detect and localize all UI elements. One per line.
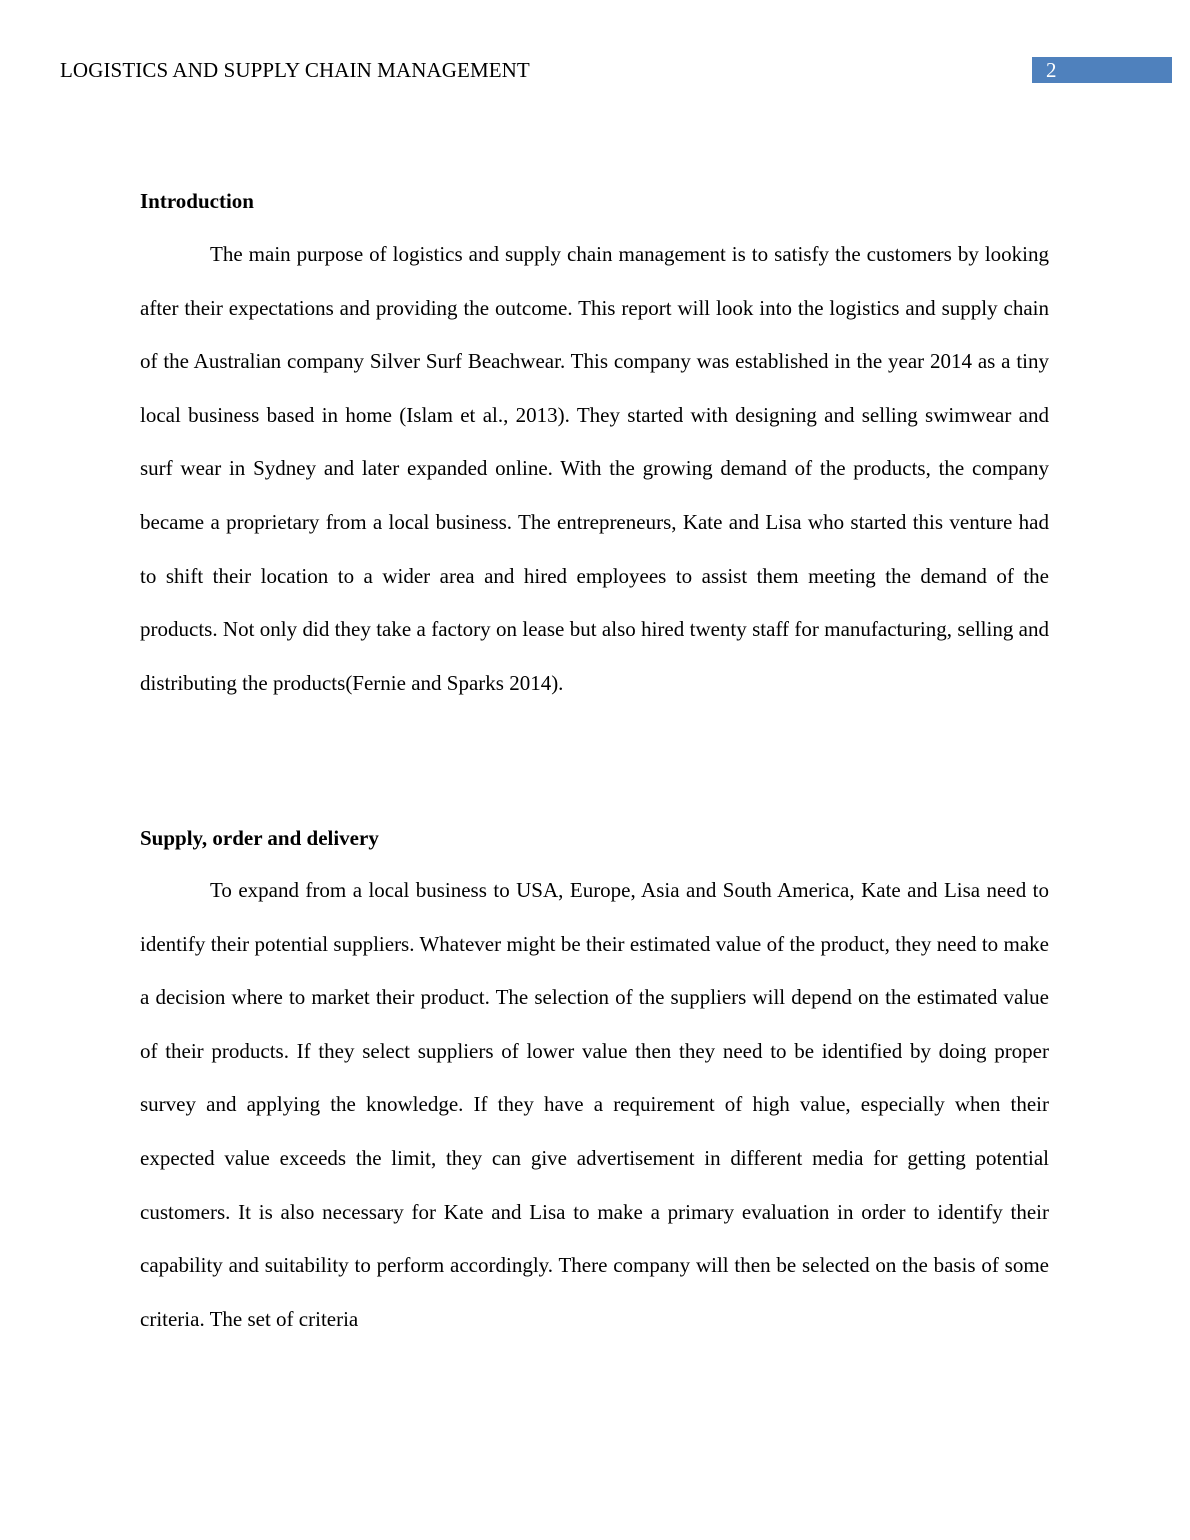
running-head: LOGISTICS AND SUPPLY CHAIN MANAGEMENT	[60, 58, 530, 82]
section-heading-introduction: Introduction	[140, 189, 254, 213]
introduction-paragraph: The main purpose of logistics and supply chain management is to satisfy the customers by looking after their expectations and providing the outcome. This report will look into the logistics and supply chain of the Australian company Silver Surf Beachwear. This company was established in the year 2014 as a tiny local business based in home (Islam et al., 2013). They started with designing and selling swimwear and surf wear in Sydney and later expanded online. With the growing demand of the products, the company became a proprietary from a local business. The entrepreneurs, Kate and Lisa who started this venture had to shift their location to a wider area and hired employees to assist them meeting the demand of the products. Not only did they take a factory on lease but also hired twenty staff for manufacturing, selling and distributing the products(Fernie and Sparks 2014).	[140, 242, 1049, 695]
section-heading-supply-order-delivery: Supply, order and delivery	[140, 826, 379, 850]
supply-order-delivery-paragraph: To expand from a local business to USA, Europe, Asia and South America, Kate and Lisa need to identify their potential suppliers. Whatever might be their estimated value of the product, they need to make a decision where to market their product. The selection of the suppliers will depend on the estimated value of their products. If they select suppliers of lower value then they need to be identified by doing proper survey and applying the knowledge. If they have a requirement of high value, especially when their expected value exceeds the limit, they can give advertisement in different media for getting potential customers. It is also necessary for Kate and Lisa to make a primary evaluation in order to identify their capability and suitability to perform accordingly. There company will then be selected on the basis of some criteria. The set of criteria	[140, 878, 1049, 1331]
page-number: 2	[1032, 57, 1172, 83]
